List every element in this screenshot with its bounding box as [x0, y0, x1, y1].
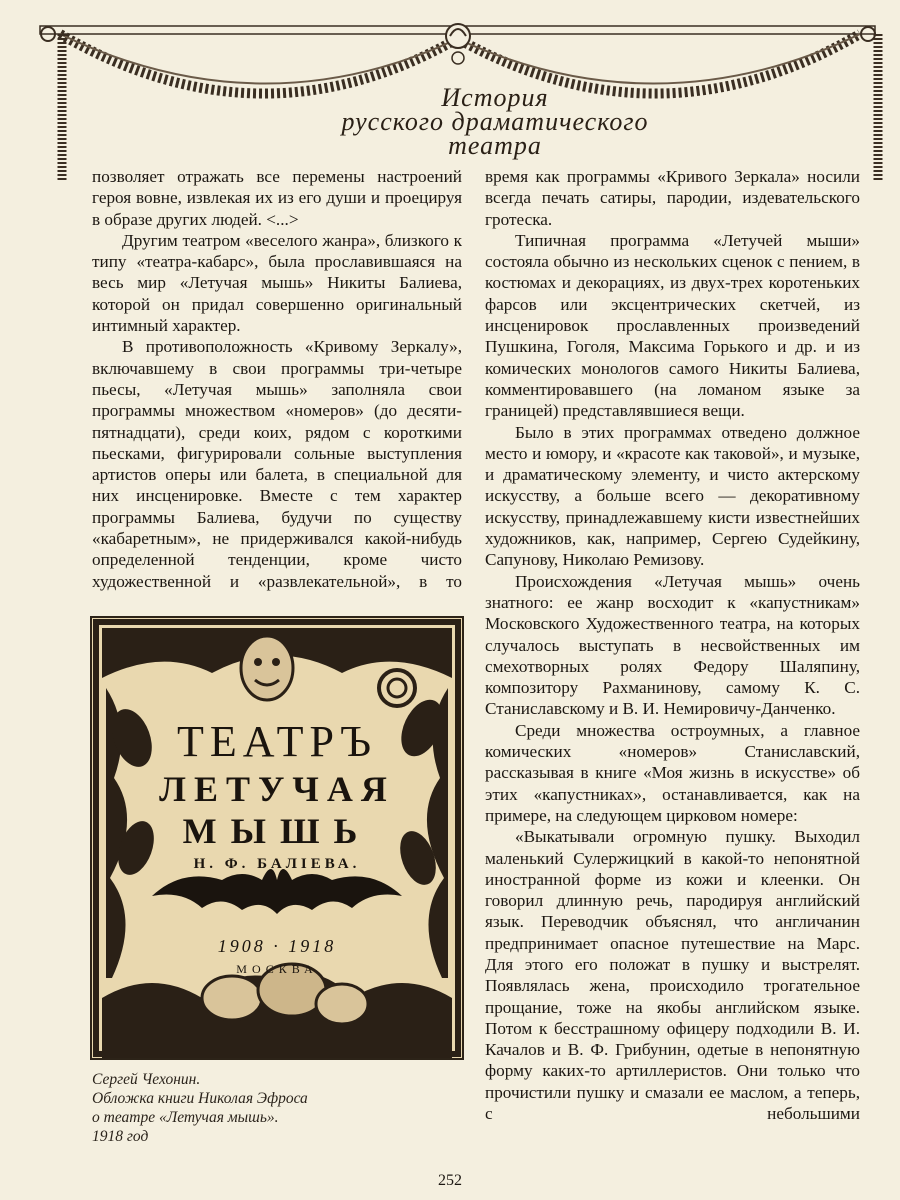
- caption-line: о театре «Летучая мышь».: [92, 1109, 279, 1126]
- paragraph: Происхождения «Летучая мышь» очень знатного: ее жанр восходит к «капустникам» Московского Художественного театра, на которых случалось выступать в несвойственных им смехотворных ролях Федору Шаляпину, композитору Рахманинову, самому К. С. Станиславскому и В. И. Немировичу-Данченко.: [485, 571, 860, 719]
- running-title-line: театра: [448, 131, 542, 160]
- cover-city: МОСКВА: [236, 962, 318, 976]
- paragraph: Другим театром «веселого жанра», близкого к типу «театра-кабарс», была прославившаяся на весь мир «Летучая мышь» Никиты Балиева, которой он придал совершенно оригинальный интимный характер.: [92, 230, 462, 336]
- right-column: [485, 166, 860, 1124]
- caption-line: Сергей Чехонин.: [92, 1071, 201, 1088]
- book-cover-illustration: [92, 618, 462, 1058]
- paragraph: позволяет отражать все перемены настроений героя вовне, извлекая их из его души и проецируя в образе других людей. <...>: [92, 167, 462, 229]
- cover-title-line: МЫШЬ: [182, 811, 372, 851]
- running-title-line: русского драматического: [341, 107, 649, 136]
- paragraph: Типичная программа «Летучей мыши» состояла обычно из нескольких сценок с пением, в костюмах и декорациях, из двух-трех коротеньких фарсов или эксцентрических скетчей, из инсценировок прославленных произведений Пушкина, Гоголя, Максима Горького и др. и из комических монологов самого Никиты Балиева, комментировавшего (на ломаном языке за границей) представлявшиеся вещи.: [485, 230, 860, 421]
- running-title: [330, 83, 660, 160]
- caption-line: Обложка книги Николая Эфроса: [92, 1090, 308, 1107]
- page-number: 252: [438, 1172, 462, 1189]
- cover-author: Н. Ф. БАЛІЕВА.: [193, 856, 361, 872]
- running-title-line: История: [441, 83, 549, 112]
- paragraph: В противоположность «Кривому Зеркалу», включавшему в свои программы три-четыре пьесы, «Летучая мышь» заполняла свои программы множеством «номеров» (до десяти-пятнадцати), среди коих, рядом с короткими пьесками, фигурировали сольные выступления артистов оперы или балета, в специальной для них инсценировке. Вместе с тем характер программы Балиева, будучи по существу «кабаретным», не придерживался какой-нибудь определенной тенденции, кроме чисто художественной и «развлекательной», в то: [92, 337, 462, 591]
- cover-title-line: ТЕАТРЪ: [176, 717, 378, 766]
- cover-years: 1908 · 1918: [217, 936, 337, 956]
- paragraph: Было в этих программах отведено должное место и юмору, и «красоте как таковой», и музыке, и драматическому элементу, и чисто актерскому искусству, а больше всего — декоративному искусству, принадлежавшему кисти известнейших художников, как, например, Сергею Судейкину, Сапунову, Николаю Ремизову.: [485, 422, 860, 570]
- page-header: [0, 0, 900, 180]
- paragraph: «Выкатывали огромную пушку. Выходил маленький Сулержицкий в какой-то непонятной иностранной форме из кожи и клеенки. Он говорил длинную речь, пародируя английский язык. Переводчик объяснял, что англичанин предпринимает опасное путешествие на Марс. Для этого его положат в пушку и выстрелят. Появлялась жена, происходило трогательное прощание, тоже на якобы английском языке. Потом к бесстрашному офицеру подходили В. И. Качалов и В. Ф. Грибунин, одетые в непонятную форму каких-то артиллеристов. Они только что прочистили пушку и смазали ее маслом, а теперь, с небольшими: [485, 827, 860, 1124]
- paragraph: время как программы «Кривого Зеркала» носили всегда печать сатиры, пародии, издевательского гротеска.: [485, 167, 860, 229]
- cover-title-line: ЛЕТУЧАЯ: [159, 769, 395, 809]
- paragraph: Среди множества остроумных, а главное комических «номеров» Станиславский, рассказывая в книге «Моя жизнь в искусстве» об этих «капустниках», останавливается, как на примере, на следующем цирковом номере:: [485, 720, 860, 825]
- caption-line: 1918 год: [92, 1128, 149, 1145]
- illustration-caption: [92, 1070, 392, 1146]
- left-column: [92, 166, 462, 592]
